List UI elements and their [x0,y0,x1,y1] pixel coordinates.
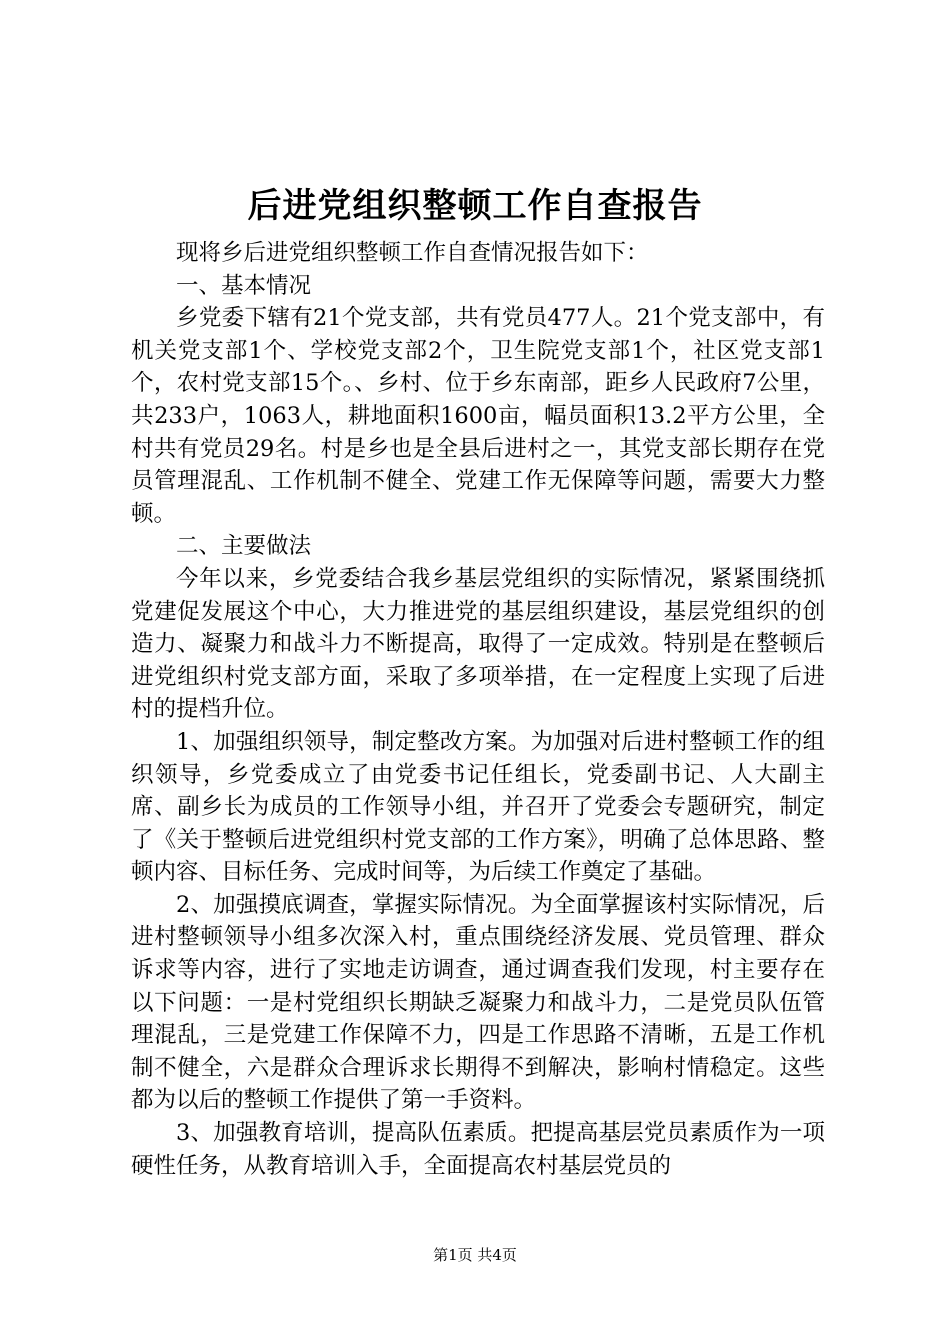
practice-item-2: 2、加强摸底调查，掌握实际情况。为全面掌握该村实际情况，后进村整顿领导小组多次深入村，重点围绕经济发展、党员管理、群众诉求等内容，进行了实地走访调查，通过调查我们发现，村主要存在以下问题：一是村党组织长期缺乏凝聚力和战斗力，二是党员队伍管理混乱，三是党建工作保障不力，四是工作思路不清晰，五是工作机制不健全，六是群众合理诉求长期得不到解决，影响村情稳定。这些都为以后的整顿工作提供了第一手资料。 [131,891,825,1114]
practice-item-3: 3、加强教育培训，提高队伍素质。把提高基层党员素质作为一项硬性任务，从教育培训入手，全面提高农村基层党员的 [131,1120,825,1179]
page-footer: 第1页 共4页 [433,1246,517,1264]
document-title: 后进党组织整顿工作自查报告 [247,186,703,226]
document-body [131,237,825,1182]
practice-item-1: 1、加强组织领导，制定整改方案。为加强对后进村整顿工作的组织领导，乡党委成立了由党委书记任组长，党委副书记、人大副主席、副乡长为成员的工作领导小组，并召开了党委会专题研究，制定了《关于整顿后进党组织村党支部的工作方案》，明确了总体思路、整顿内容、目标任务、完成时间等，为后续工作奠定了基础。 [131,728,825,886]
section-heading-main-practices: 二、主要做法 [176,533,312,560]
basic-situation-paragraph: 乡党委下辖有21个党支部，共有党员477人。21个党支部中，有机关党支部1个、学校党支部2个，卫生院党支部1个，社区党支部1个，农村党支部15个。、乡村、位于乡东南部，距乡人民政府7公里，共233户，1063人，耕地面积1600亩，幅员面积13.2平方公里，全村共有党员29名。村是乡也是全县后进村之一，其党支部长期存在党员管理混乱、工作机制不健全、党建工作无保障等问题，需要大力整顿。 [131,305,825,527]
main-practices-paragraph: 今年以来，乡党委结合我乡基层党组织的实际情况，紧紧围绕抓党建促发展这个中心，大力推进党的基层组织建设，基层党组织的创造力、凝聚力和战斗力不断提高，取得了一定成效。特别是在整顿后进党组织村党支部方面，采取了多项举措，在一定程度上实现了后进村的提档升位。 [131,565,825,723]
section-heading-basic-situation: 一、基本情况 [176,272,312,299]
intro-paragraph: 现将乡后进党组织整顿工作自查情况报告如下： [176,240,649,266]
